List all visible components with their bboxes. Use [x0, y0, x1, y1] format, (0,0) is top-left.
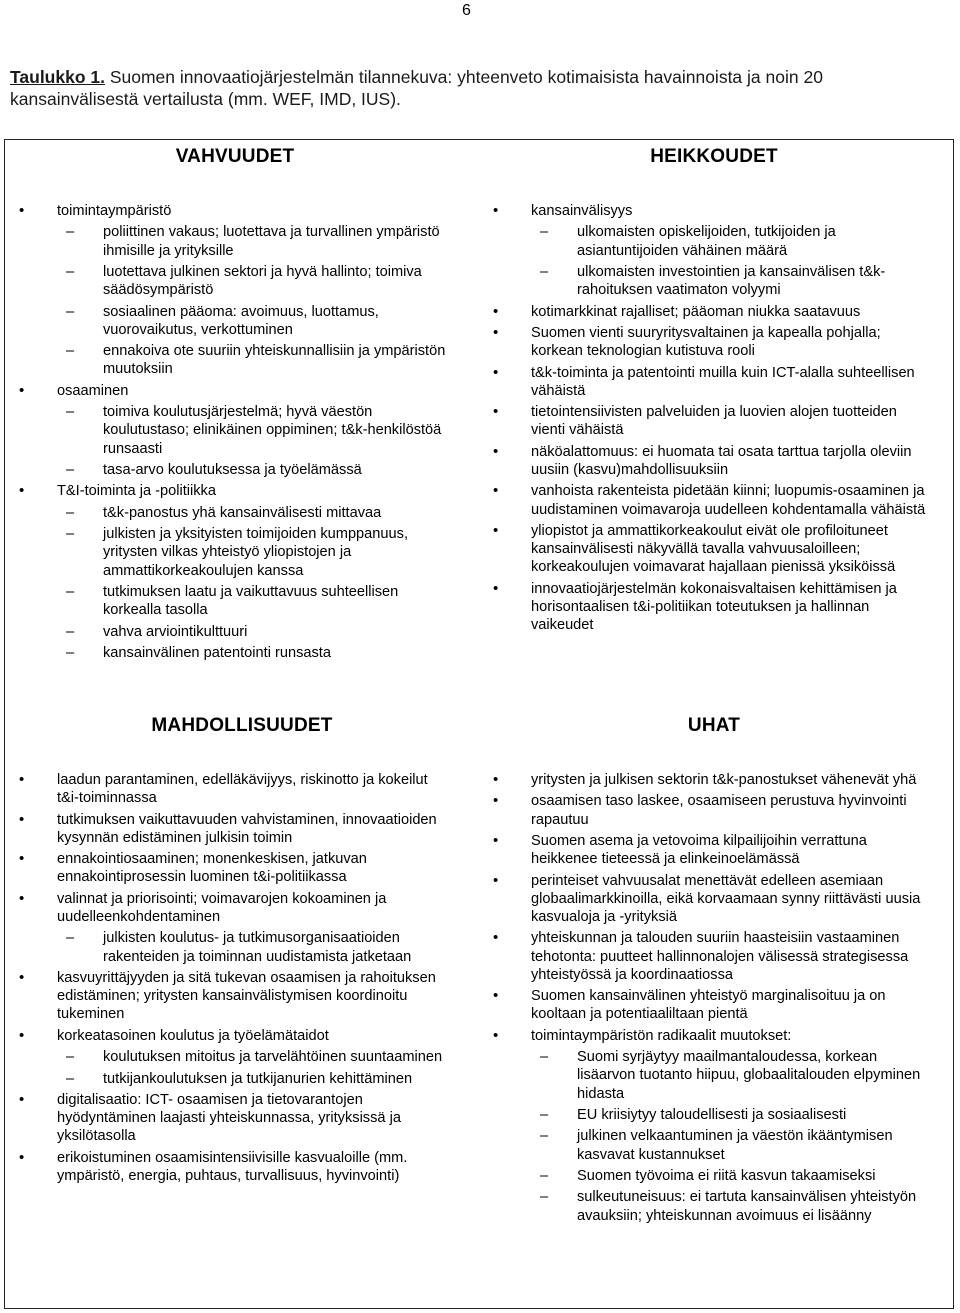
quadrant-title: HEIKKOUDET	[650, 146, 778, 167]
quadrant-strengths	[5, 146, 479, 662]
list-item	[57, 811, 452, 847]
list-item-text: yritysten ja julkisen sektorin t&k-panostukset vähenevät yhä	[531, 772, 917, 788]
caption-text: Suomen innovaatiojärjestelmän tilannekuva: yhteenveto kotimaisista havainnoista ja noin 20 kansainvälisestä vertailusta (mm. WEF, IMD, IUS).	[10, 67, 823, 109]
list-item	[57, 969, 452, 1024]
quadrant-title: MAHDOLLISUUDET	[151, 715, 333, 736]
list-item-text: vanhoista rakenteista pidetään kiinni; luopumis-osaaminen ja uudistaminen voimavaroja uudelleen kohdentamalla vähäistä	[531, 483, 926, 518]
sub-list-item: – koulutuksen mitoitus ja tarvelähtöinen suuntaaminen	[103, 1048, 448, 1066]
list-item-text: digitalisaatio: ICT- osaamisen ja tietovarantojen hyödyntäminen laajasti yhteiskunnassa, yrityksissä ja yksilötasolla	[57, 1091, 401, 1145]
bullet-list	[57, 202, 452, 662]
sub-list-item: – t&k-panostus yhä kansainvälisesti mittavaa	[103, 504, 455, 522]
quadrant-opportunities	[5, 715, 479, 1185]
list-item-text: tietointensiivisten palveluiden ja luovien alojen tuotteiden vienti vähäistä	[531, 404, 897, 439]
list-item-text: yliopistot ja ammattikorkeakoulut eivät ole profiloituneet kansainvälisesti näkyvällä tavalla vahvuusaloilleen; korkeakoulujen voimavarat hajallaan pienissä yksiköissä	[531, 522, 896, 576]
sub-list-item: – tutkimuksen laatu ja vaikuttavuus suhteellisen korkealla tasolla	[103, 583, 455, 619]
list-item	[57, 1027, 452, 1088]
list-item	[57, 1091, 452, 1146]
list-item-text: yhteiskunnan ja talouden suuriin haasteisiin vastaaminen tehotonta: puutteet hallinnonalojen välisessä strategisessa yhteistyössä ja koordinaatiossa	[531, 930, 909, 983]
list-item	[57, 1149, 452, 1185]
list-item	[57, 771, 452, 807]
list-item	[531, 443, 931, 479]
list-item	[531, 403, 931, 439]
list-item	[531, 832, 926, 868]
list-item-text: korkeatasoinen koulutus ja työelämätaidot	[57, 1027, 329, 1044]
list-item-text: valinnat ja priorisointi; voimavarojen kokoaminen ja uudelleenkohdentaminen	[57, 890, 387, 925]
swot-table	[4, 139, 954, 1309]
sub-list-item: – tasa-arvo koulutuksessa ja työelämässä	[103, 461, 455, 479]
list-item	[531, 364, 931, 400]
caption-label: Taulukko 1.	[10, 67, 105, 87]
sub-list-item: – toimiva koulutusjärjestelmä; hyvä väestön koulutustaso; elinikäinen oppiminen; t&k-henkilöstöä runsaasti	[103, 403, 455, 458]
quadrant-title: UHAT	[687, 715, 741, 736]
list-item-text: tutkimuksen vaikuttavuuden vahvistaminen, innovaatioiden kysynnän edistäminen julkisin toimin	[57, 811, 437, 846]
list-item-text: t&k-toiminta ja patentointi muilla kuin ICT-alalla suhteellisen vähäistä	[531, 364, 915, 399]
bullet-list	[531, 771, 926, 1225]
sub-list-item: – Suomen työvoima ei riitä kasvun takaamiseksi	[577, 1167, 922, 1185]
list-item	[531, 792, 926, 828]
sub-list-item: – ennakoiva ote suuriin yhteiskunnallisiin ja ympäristön muutoksiin	[103, 342, 455, 378]
list-item	[57, 850, 452, 886]
list-item	[531, 202, 931, 299]
list-item-text: perinteiset vahvuusalat menettävät edelleen asemiaan globaalimarkkinoilla, eikä korvaamaan synny riittävästi uusia kasvualoja ja -yrityksiä	[531, 872, 921, 925]
sub-list	[103, 403, 455, 479]
sub-list-item: – kansainvälinen patentointi runsasta	[103, 644, 455, 662]
list-item-text: toimintaympäristö	[57, 203, 172, 219]
list-item	[57, 202, 452, 379]
sub-list	[103, 929, 448, 965]
sub-list-item: – tutkijankoulutuksen ja tutkijanurien kehittäminen	[103, 1070, 448, 1088]
list-item	[531, 303, 931, 321]
quadrant-title: VAHVUUDET	[175, 146, 295, 167]
list-item	[57, 890, 452, 966]
list-item-text: näköalattomuus: ei huomata tai osata tarttua tarjolla oleviin uusiin (kasvu)mahdollisuuksiin	[531, 443, 912, 478]
list-item	[531, 872, 926, 927]
list-item-text: laadun parantaminen, edelläkävijyys, riskinotto ja kokeilut t&i-toiminnassa	[57, 772, 428, 807]
list-item	[531, 482, 931, 518]
sub-list-item: – Suomi syrjäytyy maailmantaloudessa, korkean lisäarvon tuotanto hiipuu, globaalitalouden elpyminen hidasta	[577, 1048, 922, 1103]
list-item-text: kasvuyrittäjyyden ja sitä tukevan osaamisen ja rahoituksen edistäminen; yritysten kansainvälistymisen koordinoitu tukeminen	[57, 969, 436, 1023]
sub-list	[103, 504, 455, 662]
bullet-list	[531, 202, 931, 634]
list-item-text: ennakointiosaaminen; monenkeskisen, jatkuvan ennakointiprosessin luominen t&i-politiikassa	[57, 851, 367, 886]
quadrant-weaknesses	[479, 146, 949, 634]
list-item	[57, 482, 452, 662]
list-item	[531, 929, 926, 984]
sub-list-item: – poliittinen vakaus; luotettava ja turvallinen ympäristö ihmisille ja yrityksille	[103, 223, 455, 259]
list-item-text: Suomen vienti suuryritysvaltainen ja kapealla pohjalla; korkean teknologian kutistuva rooli	[531, 324, 881, 360]
sub-list-item: – julkinen velkaantuminen ja väestön ikääntymisen kasvavat kustannukset	[577, 1127, 922, 1163]
list-item-text: osaaminen	[57, 382, 129, 399]
list-item-text: toimintaympäristön radikaalit muutokset:	[531, 1027, 792, 1044]
quadrant-threats	[479, 715, 949, 1225]
list-item-text: erikoistuminen osaamisintensiivisille kasvualoille (mm. ympäristö, energia, puhtaus, turvallisuus, hyvinvointi)	[57, 1149, 408, 1184]
page-number: 6	[462, 2, 471, 19]
list-item-text: Suomen kansainvälinen yhteistyö marginalisoituu ja on kooltaan ja potentiaaliltaan pientä	[531, 988, 886, 1023]
sub-list-item: – sosiaalinen pääoma: avoimuus, luottamus, vuorovaikutus, verkottuminen	[103, 303, 455, 339]
sub-list	[577, 223, 917, 299]
list-item	[531, 522, 931, 577]
list-item-text: innovaatiojärjestelmän kokonaisvaltaisen kehittämisen ja horisontaalisen t&i-politiikan toteutuksen ja hallinnan vaikeudet	[531, 580, 897, 634]
list-item	[531, 580, 931, 635]
list-item-text: kansainvälisyys	[531, 203, 633, 219]
sub-list-item: – julkisten ja yksityisten toimijoiden kumppanuus, yritysten vilkas yhteistyö yliopistojen ja ammattikorkeakoulujen kanssa	[103, 525, 455, 580]
list-item-text: osaamisen taso laskee, osaamiseen perustuva hyvinvointi rapautuu	[531, 793, 907, 828]
list-item-text: kotimarkkinat rajalliset; pääoman niukka saatavuus	[531, 303, 861, 320]
bullet-list	[57, 771, 452, 1185]
list-item	[531, 324, 931, 360]
sub-list-item: – vahva arviointikulttuuri	[103, 623, 455, 641]
list-item-text: T&I-toiminta ja -politiikka	[57, 483, 216, 500]
list-item	[531, 987, 926, 1023]
sub-list-item: – ulkomaisten investointien ja kansainvälisen t&k-rahoituksen vaatimaton volyymi	[577, 263, 917, 299]
sub-list-item: – luotettava julkinen sektori ja hyvä hallinto; toimiva säädösympäristö	[103, 263, 455, 299]
sub-list	[103, 223, 455, 378]
table-caption	[10, 66, 950, 110]
list-item	[57, 382, 452, 479]
sub-list-item: – EU kriisiytyy taloudellisesti ja sosiaalisesti	[577, 1106, 922, 1124]
list-item-text: Suomen asema ja vetovoima kilpailijoihin verrattuna heikkenee tieteessä ja elinkeinoelämässä	[531, 832, 867, 868]
sub-list-item: – sulkeutuneisuus: ei tartuta kansainvälisen yhteistyön avauksiin; yhteiskunnan avoimuus ei lisäänny	[577, 1188, 922, 1224]
list-item	[531, 1027, 926, 1225]
sub-list	[103, 1048, 448, 1088]
sub-list-item: – ulkomaisten opiskelijoiden, tutkijoiden ja asiantuntijoiden vähäinen määrä	[577, 223, 917, 259]
sub-list-item: – julkisten koulutus- ja tutkimusorganisaatioiden rakenteiden ja toiminnan uudistamista jatketaan	[103, 929, 448, 965]
list-item	[531, 771, 926, 789]
sub-list	[577, 1048, 922, 1225]
